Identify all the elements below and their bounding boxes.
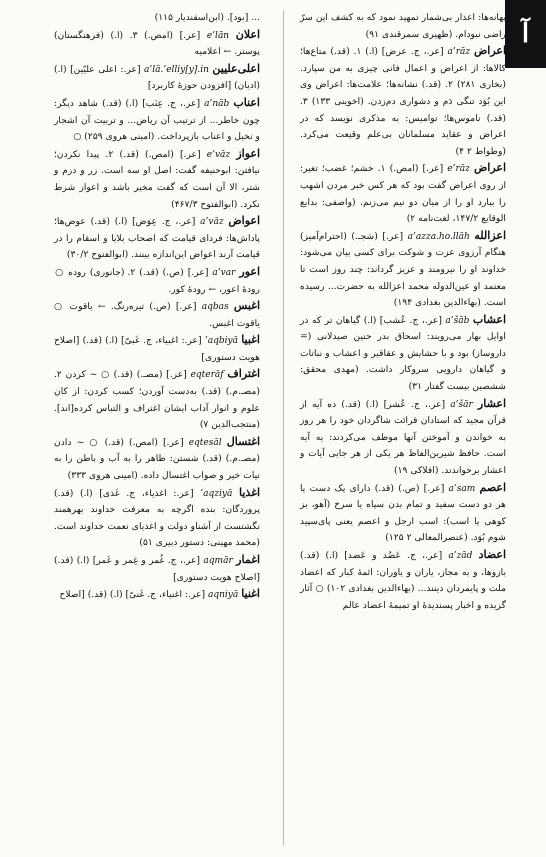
dictionary-entry bbox=[54, 213, 260, 264]
dictionary-entry bbox=[300, 547, 506, 614]
entry-headword: اعزالله bbox=[474, 228, 506, 242]
right-column bbox=[300, 10, 506, 614]
entry-body: [عر.: اغذیاء، ج. غَذی] (ا.) (قد.) پروردگان: بنده اگرچه به معرفت خداوند بهرهمند نگشتست از آشناو دولت و اغذیای نعمت خداوند است. (محمد مهینی: دستور دبیری ۵۱) bbox=[54, 487, 260, 549]
entry-body: [عر.: اغنیاء، ج. غَنیّ] (ا.) (قد.) [اصلاح bbox=[59, 589, 206, 601]
entry-headword: اعلی‌علیین bbox=[212, 61, 261, 75]
entry-body: [عر.] (ص.) تیره‌رنگ. ← یاقوت ○ یاقوت اغبس. bbox=[54, 301, 260, 329]
entry-body: [عر.، ج. عِوَض] (ا.) (قد.) عوض‌ها؛ پاداش‌ها: فردای قیامت که اصحاب بلایا و اسقام را در قیامت آرند اعواض این‌اندازه بینند. (ابوالفتوح ۳۰/۲) bbox=[54, 216, 260, 261]
entry-transliteration: a’šār bbox=[450, 399, 473, 410]
entry-transliteration: eqterāf bbox=[190, 370, 224, 381]
entry-transliteration: aqmār bbox=[203, 556, 233, 566]
dictionary-entry bbox=[54, 298, 260, 332]
entry-headword: اعناب bbox=[233, 95, 260, 109]
entry-transliteration: aqniyā bbox=[208, 590, 239, 601]
dictionary-entry bbox=[300, 312, 506, 396]
entry-body: [عر.، ج. عُشب] (ا.) گیاهان تر که در اوایل بهار می‌رویند: اسحاق بدر حنین صیدلانی (= داروساز) بود و با حشایش و عقاقیر و اعشاب و نباتات و گیاهان دارویی سروکار داشت. (مهدی محقق: ششصین بیست گفتار ۳۱) bbox=[300, 314, 506, 393]
entry-transliteration: aqbas bbox=[201, 302, 229, 313]
entry-transliteration: a’sam bbox=[448, 483, 476, 494]
entry-headword: اعواض bbox=[228, 214, 261, 228]
entry-transliteration: eqtesāl bbox=[188, 437, 222, 448]
entry-transliteration: a’rāz bbox=[447, 47, 471, 58]
entry-transliteration: a’vāz bbox=[200, 217, 224, 228]
entry-body: [عر.] (ص.) (قد.) دارای یک دست یا هر دو دست سفید و تمام بدن سیاه یا سرخ (آهو، بز کوهی یا اسب): اسب ارجل و اعصم یعنی پای‌سپید شوم بُوَد. (عنصرالمعالی ۲ ۱۲۵) bbox=[300, 482, 506, 544]
dictionary-entry bbox=[300, 228, 506, 312]
entry-body: [عر.] (امص.) ۱. خشم؛ غضب؛ تغیر: از روی اعراض گفت بود که هر کس خبر مردن اشهب را بیارد او را از میان دو نیم می‌زنم. (واصفی: بدایع الوقایع ۱۴۷/۲، لغت‌نامه ۲) bbox=[300, 163, 506, 225]
entry-headword: اعصم bbox=[479, 480, 507, 494]
entry-body: [عر.] (امص.) (قد.) ۲. پیدا نکردن؛ نیافتن: ابوحنیفه گفت: اصل او سه است. زر و درم و شتر، الا آن است که گفت مخیر باشد و اعواز شرط نکرد. (ابوالفتوح ۴۶۷/۳) bbox=[54, 148, 260, 210]
dictionary-entry bbox=[54, 332, 260, 366]
entry-transliteration: ’aqziyā bbox=[200, 488, 233, 499]
entry-headword: اغبس bbox=[233, 299, 260, 313]
entry-body: [عر.] (امص.) (قد.) ○ ~ دادن (مصـ.م.) (قد.) شستن: ظاهر را به آب و باطن را به نیات خیر و صواب اغتسال داده. (امینی هروی ۳۳۳) bbox=[54, 436, 260, 482]
dictionary-entry bbox=[54, 264, 260, 298]
dictionary-entry bbox=[54, 10, 260, 27]
entry-transliteration: a’nāb bbox=[204, 98, 230, 109]
entry-headword: اعور bbox=[239, 264, 261, 278]
entry-body: بهانه‌ها: اعذار بی‌شمار تمهید نمود که به کشف این سرّ راضی نبود‌ام. (ظهیری سمرقندی ۹۱) bbox=[300, 12, 506, 40]
entry-headword: اغبیا bbox=[241, 333, 260, 347]
dictionary-entry bbox=[54, 586, 260, 604]
entry-body: [عر.] (شجـ.) (احترام‌آمیز) هنگام آرزوی عزت و شوکت برای کسی بیان می‌شود: خداوند او را نیرومند و عزیز گرداند: چند روز است تا معتمد او عین‌الدوله محمد اعزالله به حضرت... رسیده است. (بهاءالدین بغدادی ۱۹۴) bbox=[300, 230, 506, 309]
entry-headword: اغنیا bbox=[241, 587, 260, 601]
entry-body: [عر.: اعلی علیّین] (ا.) (ادیان) [افزودن حوزهٔ کاربرد] bbox=[54, 63, 260, 92]
entry-headword: اعلان bbox=[235, 27, 260, 41]
entry-body: [عر.، ج. عُشر] (ا.) (قد.) ده آیه از قرآن مجید که استادان قرائت شاگردان خود را هر روز به خواندن و آموختن آنها موظف می‌کردند: یه آیه است. حافظ شیرین‌الفاظ هر یکی از هر جایی آیات و اعشار برخواندند. (افلاکی ۱۹) bbox=[300, 398, 506, 477]
entry-headword: اغتسال bbox=[226, 434, 261, 448]
dictionary-entry bbox=[54, 434, 260, 485]
entry-body: [عر.، ج. عرض] (ا.) ۱. (قد.) متاع‌ها؛ کالاها: از اعراض و اعمال فانی چیزی به من سپارد. (بخاری ۲۸۱) ۲. (قد.) نشانه‌ها؛ علامت‌ها: اعراض وی این بُوَد تنگی دَم و دشواری دم‌زدن. (اخوینی ۱۳۳) ۳. (قد.) ناموس‌ها؛ نوامیس: به مذکری نویسد که در اعراض و عقاید مسلمانان بی‌علم وقیعت می‌کرد. (وطواط ۲ ۴) bbox=[300, 46, 507, 157]
column-divider bbox=[283, 10, 284, 845]
dictionary-entry bbox=[300, 160, 506, 227]
dictionary-entry bbox=[300, 396, 506, 480]
entry-transliteration: a’zād bbox=[448, 551, 473, 561]
entry-body: [عر.] (امص.) ۳. (ا.) (فرهنگستان) پوستر. ← اعلامیه bbox=[54, 29, 260, 58]
dictionary-entry bbox=[300, 480, 506, 547]
entry-transliteration: a’var bbox=[212, 267, 236, 278]
entry-transliteration: e’lān bbox=[206, 30, 230, 41]
dictionary-entry bbox=[54, 366, 260, 433]
dictionary-entry bbox=[54, 27, 260, 61]
entry-headword: اغتراف bbox=[227, 367, 261, 381]
dictionary-entry bbox=[300, 10, 506, 43]
entry-transliteration: a’lā.’elliy[y].in bbox=[144, 64, 209, 75]
entry-headword: اغمار bbox=[236, 553, 261, 566]
entry-headword: اعشار bbox=[477, 396, 507, 410]
entry-headword: اعواز bbox=[236, 146, 261, 160]
dictionary-entry bbox=[300, 43, 506, 160]
dictionary-entry bbox=[54, 552, 260, 586]
entry-body: [عر.، ج. غُمر و غِمر و غَمر] (ا.) (قد.) [اصلاح هویت دستوری] bbox=[54, 555, 260, 583]
entry-headword: اعشاب bbox=[472, 312, 507, 326]
entry-transliteration: a’šāb bbox=[445, 315, 470, 326]
entry-transliteration: e’vāz bbox=[206, 149, 231, 160]
entry-body: ... [بود]. (ابن‌اسفندیار ۱۱۵) bbox=[154, 12, 260, 23]
entry-body: [عر.: اغبیاء، ج. غَبیّ] (ا.) (قد.) [اصلاح هویت دستوری] bbox=[54, 335, 260, 363]
section-letter-tab: آ bbox=[505, 0, 546, 68]
entry-body: [عر.، ج. عَضُد و عَضد] (ا.) (قد.) بازوها، و به مجاز، یاران و یاوران: ائمهٔ کبار که اعضاد ملت و پایمردان دینند... (بهاءالدین بغدادی ۱۰۲) ○ آثار گزیده و اخبار پسندیدهٔ او تمیمهٔ اعضاد عالم bbox=[300, 550, 506, 611]
dictionary-entry bbox=[54, 95, 260, 146]
entry-transliteration: e’rāz bbox=[447, 164, 470, 175]
dictionary-entry bbox=[54, 485, 260, 552]
entry-headword: اعضاد bbox=[478, 548, 507, 561]
entry-headword: اغذیا bbox=[239, 485, 261, 499]
entry-body: [عر.، ج. عِنَب] (ا.) (قد.) شاهد دیگر: چون خاطر... از ترتیب آن ریاض... و تربیت آن اشجار و نخیل و اعناب بازپرداخت. (امینی هروی ۲۵۹) ○ bbox=[54, 97, 260, 143]
entry-transliteration: a’azza.ho.llāh bbox=[407, 231, 470, 242]
left-column bbox=[54, 10, 260, 604]
dictionary-entry bbox=[54, 61, 260, 95]
entry-headword: اعراض bbox=[473, 161, 507, 175]
entry-body: [عر.] (ص.) (قد.) ۲. (جانوری) روده ○ رودهٔ اعور، ← رودهٔ کور. bbox=[54, 266, 260, 295]
entry-body: [عر.] (مصـ.) (قد.) ○ ~ کردن ۲. (مصـ.م.) (قد.) به‌دست آوردن؛ کسب کردن: از کان علوم و انوار آداب ایشان اغتراف و التباس کرده‌[اند]. (منتجب‌الدین ۷) bbox=[54, 369, 260, 431]
dictionary-entry bbox=[54, 146, 260, 213]
entry-transliteration: ’aqbiyā bbox=[204, 336, 238, 347]
entry-headword: اعراض bbox=[473, 44, 507, 58]
